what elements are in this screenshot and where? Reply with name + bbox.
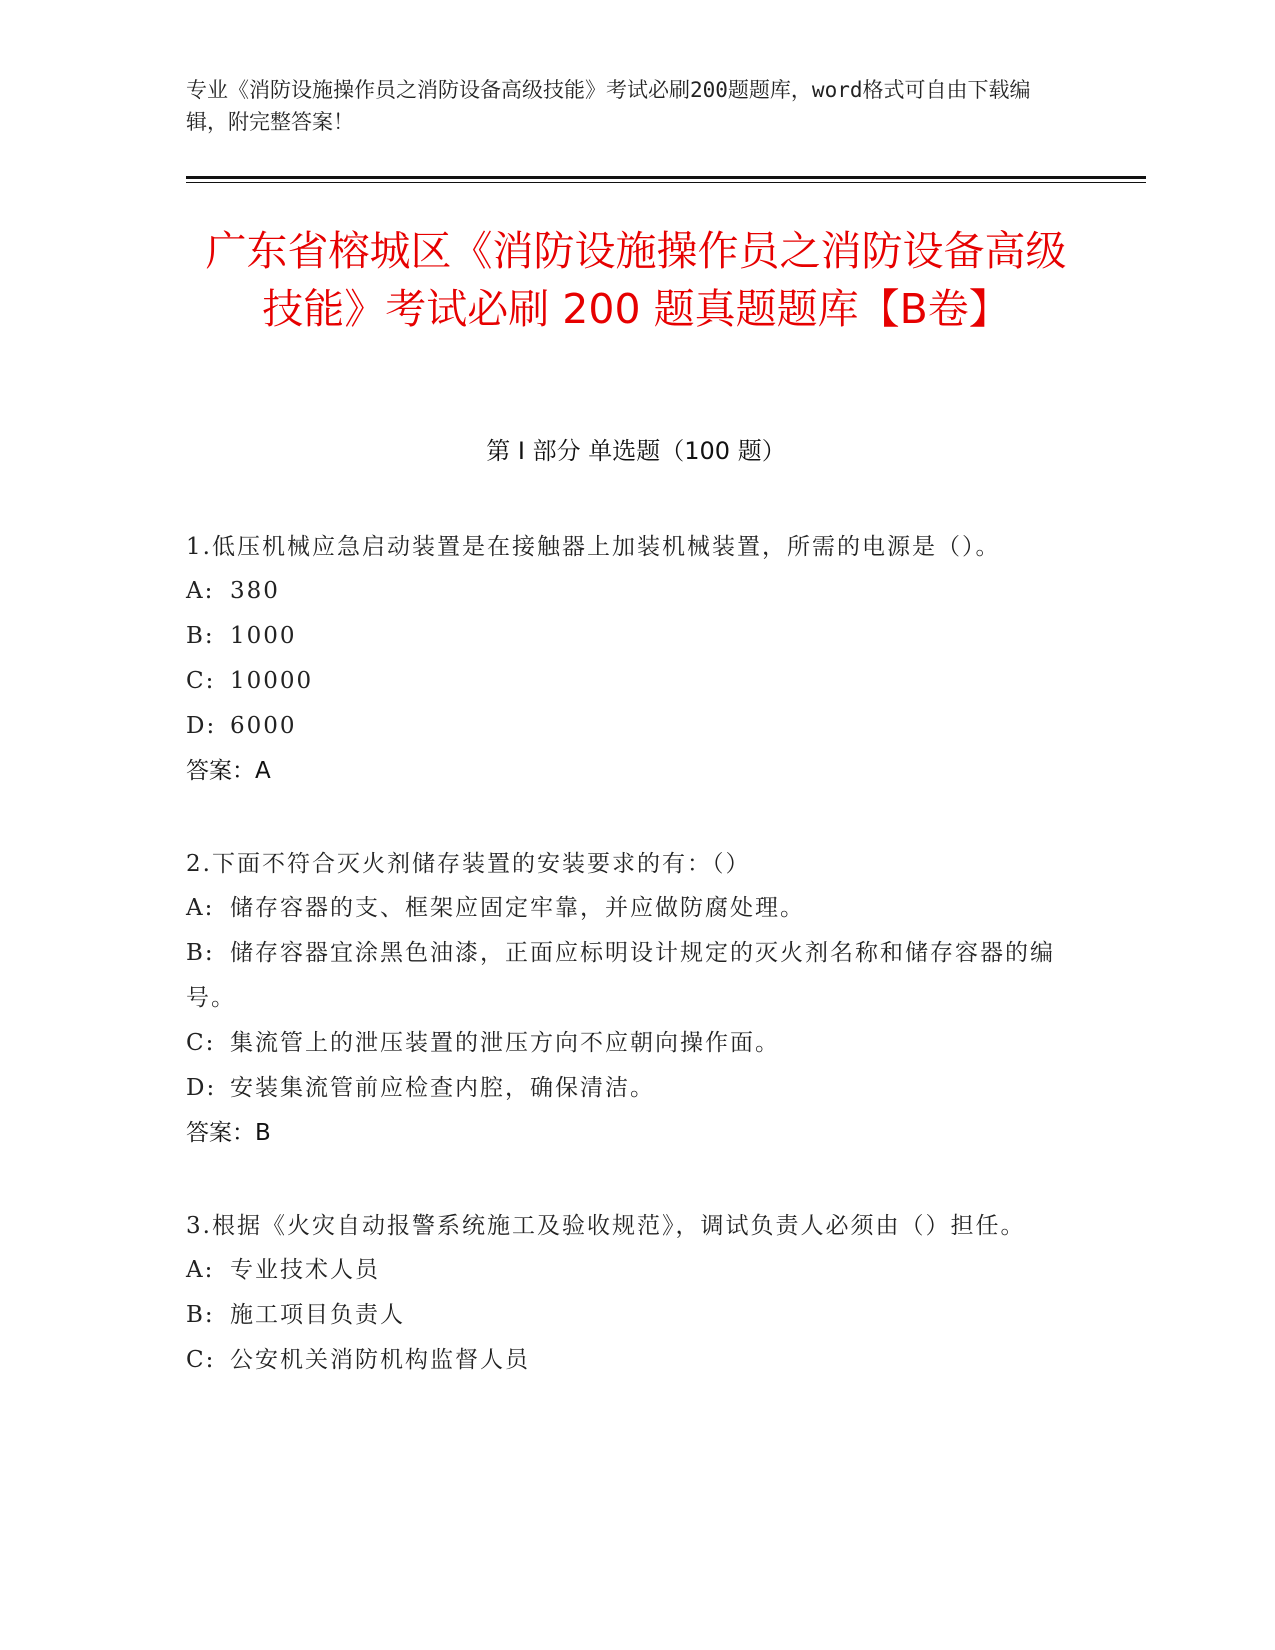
option-text: 6000 — [230, 713, 297, 739]
header-rule-thick — [186, 176, 1146, 179]
option-letter: D: — [186, 713, 217, 739]
option-c — [186, 659, 1066, 704]
option-text: 10000 — [230, 668, 314, 694]
option-c — [186, 1338, 1066, 1383]
option-letter: C: — [186, 1347, 216, 1373]
answer-line — [186, 1111, 1066, 1156]
option-b — [186, 931, 1066, 1021]
header-rule-thin — [186, 182, 1146, 183]
option-letter: A: — [186, 895, 215, 921]
option-text: 集流管上的泄压装置的泄压方向不应朝向操作面。 — [230, 1030, 780, 1056]
section-heading: 第 I 部分 单选题（100 题） — [486, 437, 786, 465]
option-b — [186, 614, 1066, 659]
question-stem: 2.下面不符合灭火剂储存装置的安装要求的有：（） — [186, 851, 751, 877]
option-letter: B: — [186, 1302, 215, 1328]
question-1 — [186, 525, 1066, 794]
option-letter: A: — [186, 578, 215, 604]
answer-value: A — [255, 758, 271, 784]
question-stem: 1.低压机械应急启动装置是在接触器上加装机械装置，所需的电源是（）。 — [186, 534, 1001, 560]
option-text: 施工项目负责人 — [230, 1302, 405, 1328]
answer-value: B — [255, 1120, 271, 1146]
question-3 — [186, 1204, 1066, 1383]
option-a — [186, 569, 1066, 614]
option-d — [186, 1066, 1066, 1111]
option-text: 公安机关消防机构监督人员 — [230, 1347, 530, 1373]
document-title: 广东省榕城区《消防设施操作员之消防设备高级技能》考试必刷 200 题真题题库【B卷】 — [205, 227, 1067, 333]
option-text: 储存容器的支、框架应固定牢靠，并应做防腐处理。 — [230, 895, 805, 921]
question-list — [186, 525, 1066, 1431]
option-letter: C: — [186, 1030, 216, 1056]
answer-line — [186, 749, 1066, 794]
option-text: 380 — [230, 578, 280, 604]
option-a — [186, 886, 1066, 931]
option-letter: D: — [186, 1075, 217, 1101]
question-2 — [186, 842, 1066, 1156]
answer-label: 答案： — [186, 758, 255, 784]
option-b — [186, 1293, 1066, 1338]
option-d — [186, 704, 1066, 749]
option-a — [186, 1248, 1066, 1293]
option-text: 储存容器宜涂黑色油漆，正面应标明设计规定的灭火剂名称和储存容器的编号。 — [186, 940, 1055, 1011]
option-text: 安装集流管前应检查内腔，确保清洁。 — [230, 1075, 655, 1101]
header-note: 专业《消防设施操作员之消防设备高级技能》考试必刷200题题库，word格式可自由下载编辑，附完整答案！ — [186, 78, 1031, 134]
answer-label: 答案： — [186, 1120, 255, 1146]
option-text: 1000 — [230, 623, 297, 649]
option-c — [186, 1021, 1066, 1066]
option-letter: C: — [186, 668, 216, 694]
option-letter: B: — [186, 940, 215, 966]
question-stem: 3.根据《火灾自动报警系统施工及验收规范》，调试负责人必须由（）担任。 — [186, 1213, 1026, 1239]
option-letter: A: — [186, 1257, 215, 1283]
option-text: 专业技术人员 — [230, 1257, 380, 1283]
option-letter: B: — [186, 623, 215, 649]
